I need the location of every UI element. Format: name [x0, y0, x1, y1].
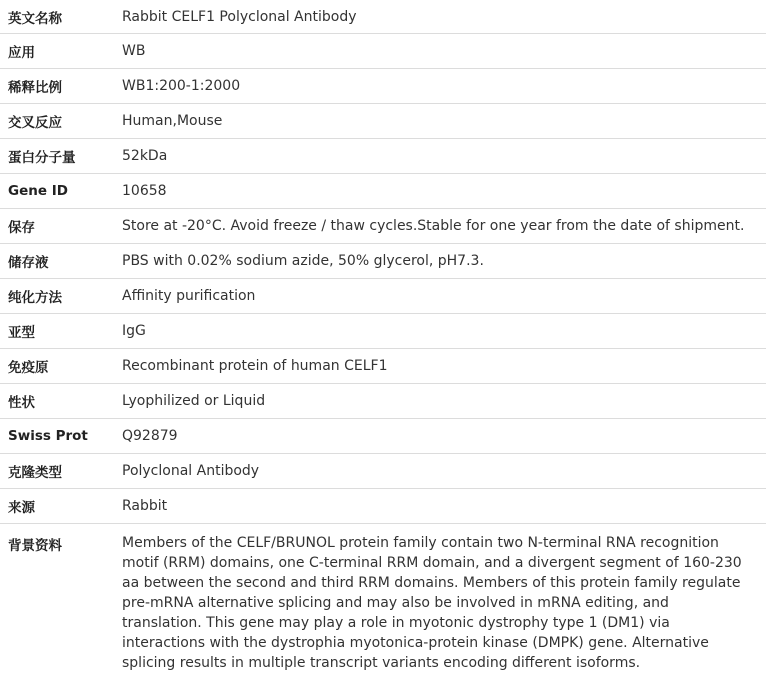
row-value: Human,Mouse [122, 113, 223, 129]
row-dilution [0, 69, 766, 104]
row-label: 稀释比例 [8, 80, 62, 96]
row-value: Store at -20°C. Avoid freeze / thaw cycles.Stable for one year from the date of shipment. [122, 218, 745, 234]
row-label: 交叉反应 [8, 115, 62, 131]
row-molecular-weight [0, 139, 766, 174]
row-background [0, 524, 766, 675]
row-label: 来源 [8, 500, 35, 516]
row-label: 蛋白分子量 [8, 150, 76, 166]
row-host [0, 489, 766, 524]
row-immunogen [0, 349, 766, 384]
row-cross-reactivity [0, 104, 766, 139]
row-label: 克隆类型 [8, 465, 62, 481]
row-clonality [0, 454, 766, 489]
row-label: 免疫原 [8, 360, 49, 376]
row-purification [0, 279, 766, 314]
row-application [0, 34, 766, 69]
row-value: WB1:200-1:2000 [122, 78, 241, 94]
row-label: 背景资料 [8, 538, 62, 554]
row-label: 应用 [8, 45, 35, 61]
row-value: WB [122, 43, 146, 59]
row-label: 储存液 [8, 255, 49, 271]
row-value: Polyclonal Antibody [122, 463, 260, 479]
row-value: IgG [122, 323, 146, 339]
row-value: Affinity purification [122, 288, 256, 304]
row-label: 保存 [8, 220, 35, 236]
row-label: 性状 [8, 395, 35, 411]
row-label: 亚型 [8, 325, 35, 341]
row-value: Rabbit [122, 498, 168, 514]
row-value: Recombinant protein of human CELF1 [122, 358, 388, 374]
row-form [0, 384, 766, 419]
row-value: Rabbit CELF1 Polyclonal Antibody [122, 8, 357, 25]
row-buffer [0, 244, 766, 279]
row-value: PBS with 0.02% sodium azide, 50% glycerol, pH7.3. [122, 253, 484, 269]
row-gene-id [0, 174, 766, 209]
background-text: Members of the CELF/BRUNOL protein family contain two N-terminal RNA recognition motif (RRM) domains, one C-terminal RRM domain, and a divergent segment of 160-230 aa between the second and third RRM domains. Members of this protein family regulate pre-mRNA alternative splicing and may also be involved in mRNA editing, and translation. This gene may play a role in myotonic dystrophy type 1 (DM1) via interactions with the dystrophia myotonica-protein kinase (DMPK) gene. Alternative splicing results in multiple transcript variants encoding different isoforms. [122, 535, 742, 671]
row-label: Gene ID [8, 183, 68, 199]
row-value: Q92879 [122, 428, 178, 444]
row-swiss-prot [0, 419, 766, 454]
row-value: 10658 [122, 183, 167, 199]
row-value: Lyophilized or Liquid [122, 393, 266, 409]
row-storage [0, 209, 766, 244]
row-english-name [0, 0, 766, 34]
row-label: 英文名称 [8, 10, 62, 27]
row-value: 52kDa [122, 148, 168, 164]
row-label: Swiss Prot [8, 428, 88, 444]
row-label: 纯化方法 [8, 290, 62, 306]
row-isotype [0, 314, 766, 349]
